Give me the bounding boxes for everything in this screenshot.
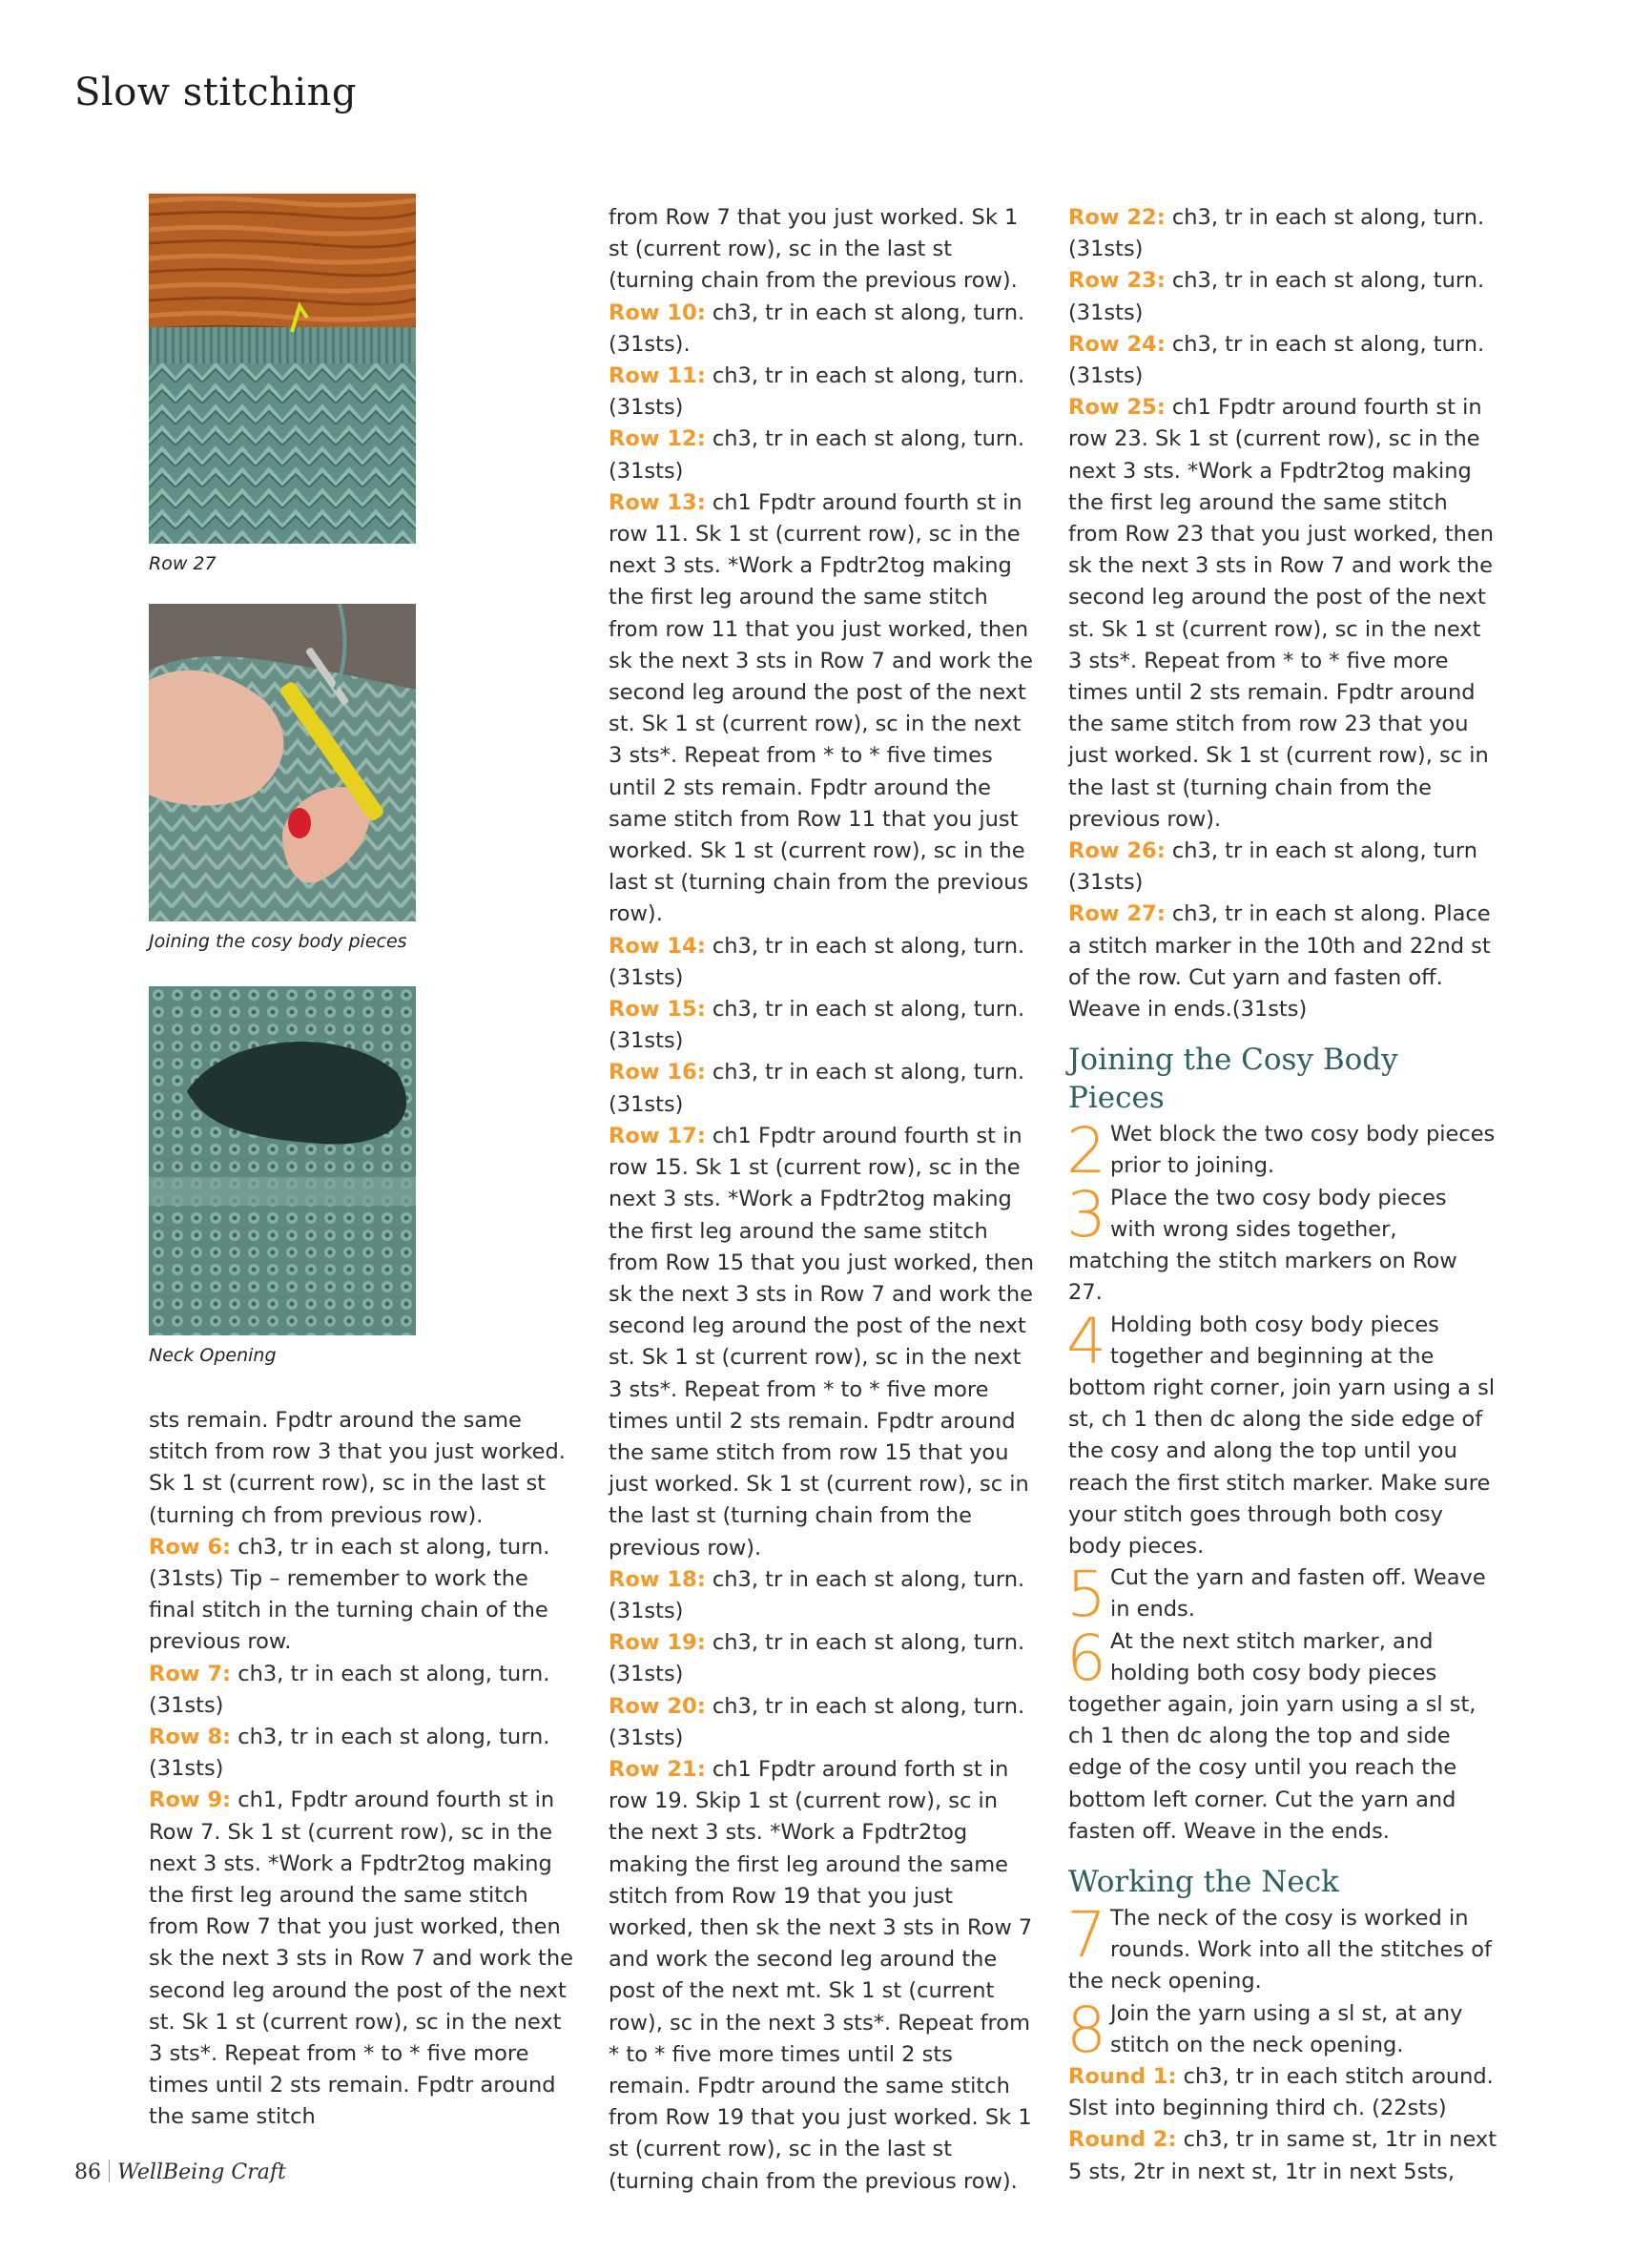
column-2 [609,202,1038,2198]
heading-joining: Joining the Cosy Body Pieces [1068,1043,1398,1116]
row-13: Row 13: ch1 Fpdtr around fourth st in row 11. Sk 1 st (current row), sc in the next 3 sts. *Work a Fpdtr2tog making the first leg around the same stitch from row 11 that you just worked, then sk the next 3 sts in Row 7 and work the second leg around the post of the next st. Sk 1 st (current row), sc in the next 3 sts*. Repeat from * to * five times until 2 sts remain. Fpdtr around the same stitch from Row 11 that you just worked. Sk 1 st (current row), sc in the last st (turning chain from the previous row). [609,489,1033,927]
paragraph: from Row 7 that you just worked. Sk 1 st (current row), sc in the last st (turning chain from the previous row). [609,205,1019,294]
step-2: 2 Wet block the two cosy body pieces prior to joining. [1066,1114,1496,1189]
row-26: Row 26: ch3, tr in each st along, turn (31sts) [1068,838,1477,896]
section-title: Slow stitching [74,71,358,114]
row-12: Row 12: ch3, tr in each st along, turn. (31sts) [609,426,1025,484]
row-27: Row 27: ch3, tr in each st along. Place a stitch marker in the 10th and 22nd st of the row. Cut yarn and fasten off. Weave in ends.(31sts) [1068,901,1491,1023]
row-15: Row 15: ch3, tr in each st along, turn. (31sts) [609,997,1025,1054]
row-10: Row 10: ch3, tr in each st along, turn. (31sts). [609,300,1025,357]
row-24: Row 24: ch3, tr in each st along, turn. (31sts) [1068,331,1485,389]
row-14: Row 14: ch3, tr in each st along, turn. (31sts) [609,933,1025,990]
row-18: Row 18: ch3, tr in each st along, turn. (31sts) [609,1566,1025,1623]
row-23: Row 23: ch3, tr in each st along, turn. (31sts) [1068,268,1485,325]
paragraph: sts remain. Fpdtr around the same stitch from row 3 that you just worked. Sk 1 st (current row), sc in the last st (turning ch from previous row). [149,1408,566,1528]
step-4: 4 Holding both cosy body pieces together and beginning at the bottom right corner, join yarn using a sl st, ch 1 then dc along the side edge of the cosy and along the top until you reach the first stitch marker. Make sure your stitch goes through both cosy body pieces. [1066,1304,1496,1559]
row-20: Row 20: ch3, tr in each st along, turn. (31sts) [609,1693,1025,1750]
magazine-name: WellBeing Craft [117,2160,286,2184]
row-19: Row 19: ch3, tr in each st along, turn. (31sts) [609,1630,1025,1687]
caption-neck-opening: Neck Opening [149,1345,277,1366]
caption-row-27: Row 27 [149,553,217,574]
page-number: 86 [74,2160,101,2184]
row-8: Row 8: ch3, tr in each st along, turn. (31sts) [149,1725,550,1782]
step-7: 7 The neck of the cosy is worked in rounds. Work into all the stitches of the neck opening. [1066,1897,1492,1995]
row-11: Row 11: ch3, tr in each st along, turn. (31sts) [609,363,1025,421]
step-8: 8 Join the yarn using a sl st, at any stitch on the neck opening. [1066,1993,1463,2067]
step-3: 3 Place the two cosy body pieces with wrong sides together, matching the stitch markers on Row 27. [1066,1177,1457,1306]
row-25: Row 25: ch1 Fpdtr around fourth st in row 23. Sk 1 st (current row), sc in the next 3 sts. *Work a Fpdtr2tog making the first leg around the same stitch from Row 23 that you just worked, then sk the next 3 sts in Row 7 and work the second leg around the post of the next st. Sk 1 st (current row), sc in the next 3 sts*. Repeat from * to * five more times until 2 sts remain. Fpdtr around the same stitch from row 23 that you just worked. Sk 1 st (current row), sc in the last st (turning chain from the previous row). [1068,395,1495,832]
step-5: 5 Cut the yarn and fasten off. Weave in ends. [1066,1558,1486,1632]
heading-neck: Working the Neck [1068,1864,1339,1899]
round-1: Round 1: ch3, tr in each stitch around. Slst into beginning third ch. (22sts) [1068,2063,1494,2121]
row-16: Row 16: ch3, tr in each st along, turn. (31sts) [609,1060,1025,1117]
column-3 [1068,202,1497,2188]
photo-neck-opening [149,986,416,1335]
caption-joining: Joining the cosy body pieces [149,931,407,952]
row-6: Row 6: ch3, tr in each st along, turn. (31sts) Tip – remember to work the final stitch in the turning chain of the previous row. [149,1534,550,1655]
row-21: Row 21: ch1 Fpdtr around forth st in row 19. Skip 1 st (current row), sc in the next 3 sts. *Work a Fpdtr2tog making the first leg around the same stitch from Row 19 that you just worked, then sk the next 3 sts in Row 7 and work the second leg around the post of the next mt. Sk 1 st (current row), sc in the next 3 sts*. Repeat from * to * five more times until 2 sts remain. Fpdtr around the same stitch from Row 19 that you just worked. Sk 1 st (current row), sc in the last st (turning chain from the previous row). [609,1756,1033,2194]
row-22: Row 22: ch3, tr in each st along, turn. (31sts) [1068,205,1485,262]
row-9: Row 9: ch1, Fpdtr around fourth st in Row 7. Sk 1 st (current row), sc in the next 3 sts. *Work a Fpdtr2tog making the first leg around the same stitch from Row 7 that you just worked, then sk the next 3 sts in Row 7 and work the second leg around the post of the next st. Sk 1 st (current row), sc in the next 3 sts*. Repeat from * to * five more times until 2 sts remain. Fpdtr around the same stitch [149,1788,573,2130]
photo-row-27 [149,194,416,544]
step-6: 6 At the next stitch marker, and holding both cosy body pieces together again, join yarn using a sl st, ch 1 then dc along the top and side edge of the cosy until you reach the bottom left corner. Cut the yarn and fasten off. Weave in the ends. [1066,1621,1476,1844]
photo-joining [149,604,416,921]
row-17: Row 17: ch1 Fpdtr around fourth st in row 15. Sk 1 st (current row), sc in the next 3 sts. *Work a Fpdtr2tog making the first leg around the same stitch from Row 15 that you just worked, then sk the next 3 sts in Row 7 and work the second leg around the post of the next st. Sk 1 st (current row), sc in the next 3 sts*. Repeat from * to * five more times until 2 sts remain. Fpdtr around the same stitch from row 15 that you just worked. Sk 1 st (current row), sc in the last st (turning chain from the previous row). [609,1123,1035,1561]
round-2: Round 2: ch3, tr in same st, 1tr in next 5 sts, 2tr in next st, 1tr in next 5sts, [1068,2127,1497,2184]
page-footer [74,2160,286,2184]
footer-divider [109,2160,110,2182]
row-7: Row 7: ch3, tr in each st along, turn. (31sts) [149,1661,550,1718]
column-1 [149,1405,578,2134]
